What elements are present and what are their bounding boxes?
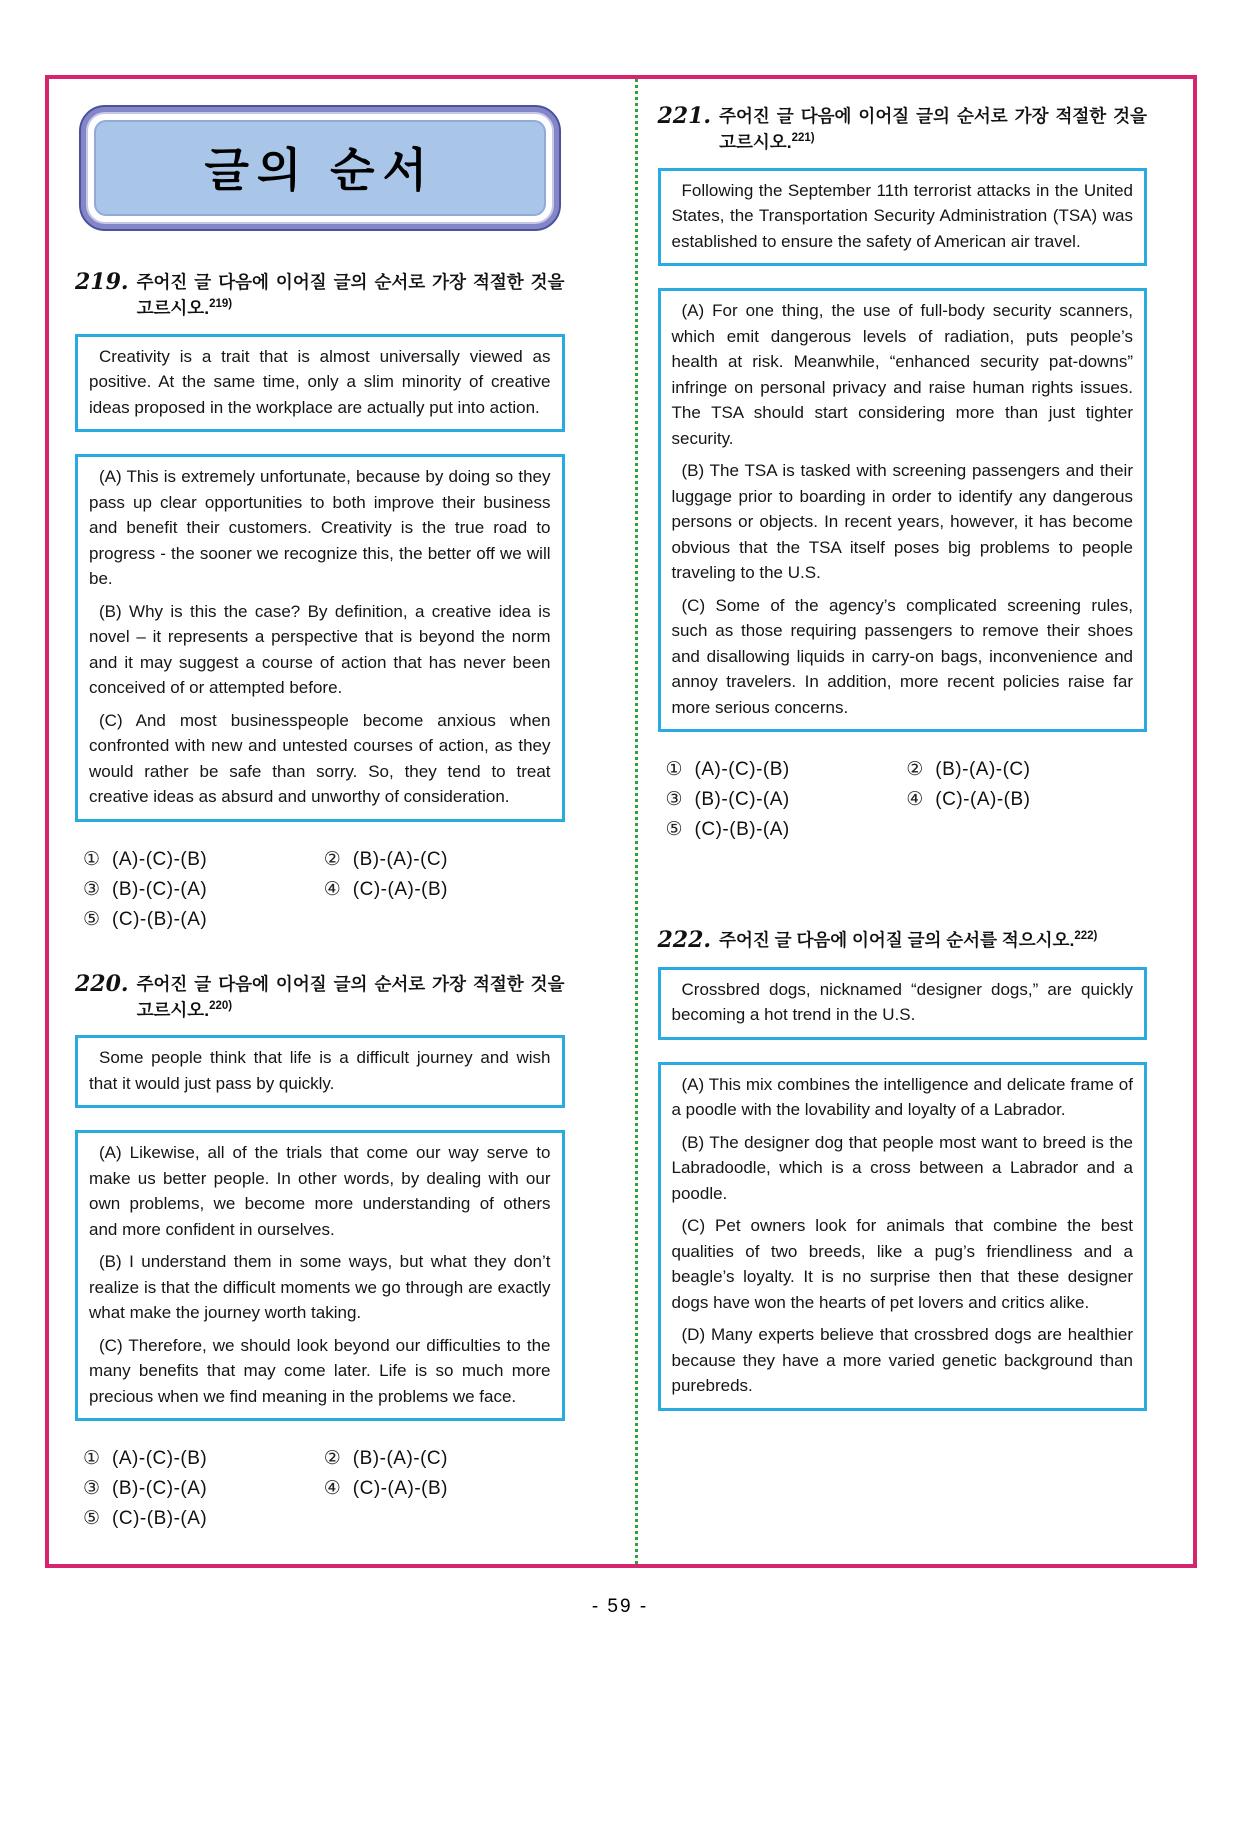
question-instruction xyxy=(137,269,565,322)
option-1[interactable] xyxy=(666,758,907,781)
option-5-label: (C)-(B)-(A) xyxy=(112,1508,208,1529)
option-3[interactable] xyxy=(83,1477,324,1500)
given-passage-box xyxy=(75,334,565,433)
given-passage-text: Some people think that life is a difficult journey and wish that it would just pass by quickly. xyxy=(89,1048,551,1093)
option-5-label: (C)-(B)-(A) xyxy=(694,819,790,840)
answer-options xyxy=(75,848,565,931)
paragraph-A: (A) This mix combines the intelligence and delicate frame of a poodle with the lovability and loyalty of a Labrador. xyxy=(671,1074,1133,1119)
given-passage-box xyxy=(658,967,1148,1040)
option-1-marker: ① xyxy=(83,1448,101,1469)
option-4-marker: ④ xyxy=(323,1478,341,1499)
question-instruction xyxy=(719,103,1147,156)
right-column xyxy=(638,103,1194,1530)
question-220 xyxy=(75,971,565,1531)
option-3-marker: ③ xyxy=(665,789,683,810)
paragraph-A: (A) Likewise, all of the trials that come our way serve to make us better people. In other words, by dealing with our own problems, we become more understanding of others and more confident in ourselves. xyxy=(89,1143,551,1239)
given-passage-box xyxy=(75,1035,565,1108)
given-passage-text: Creativity is a trait that is almost universally viewed as positive. At the same time, only a slim minority of creative ideas proposed in the workplace are actually put into action. xyxy=(89,346,551,417)
question-number: 221. xyxy=(657,103,712,129)
option-5-marker: ⑤ xyxy=(83,1508,101,1529)
option-1[interactable] xyxy=(83,848,324,871)
paragraph-B: (B) The designer dog that people most want to breed is the Labradoodle, which is a cross between a Labrador and a poodle. xyxy=(671,1132,1133,1203)
paragraph-B: (B) The TSA is tasked with screening passengers and their luggage prior to boarding in order to identify any dangerous persons or objects. In recent years, however, it has become obvious that the TSA itself poses big problems to people traveling to the U.S. xyxy=(671,461,1133,582)
question-222 xyxy=(658,927,1148,1411)
answer-options xyxy=(658,758,1148,841)
option-5-label: (C)-(B)-(A) xyxy=(112,908,208,930)
question-219 xyxy=(75,269,565,931)
paragraph-B: (B) I understand them in some ways, but what they don’t realize is that the difficult moments we go through are exactly what make the journey worth taking. xyxy=(89,1252,551,1322)
option-1[interactable] xyxy=(83,1447,324,1470)
paragraph-C: (C) Pet owners look for animals that combine the best qualities of two breeds, like a pug’s friendliness and a beagle’s loyalty. It is no surprise then that these designer dogs have won the hearts of pet lovers and critics alike. xyxy=(671,1216,1133,1312)
paragraph-A: (A) For one thing, the use of full-body security scanners, which emit dangerous levels of radiation, puts people’s health at risk. Meanwhile, “enhanced security pat-downs” infringe on personal privacy and raise human rights issues. The TSA should start considering more than just tighter security. xyxy=(671,301,1133,448)
question-number: 222. xyxy=(657,927,712,953)
option-2-label: (B)-(A)-(C) xyxy=(352,848,448,870)
option-4[interactable] xyxy=(906,788,1147,811)
option-4-label: (C)-(A)-(B) xyxy=(935,789,1031,810)
given-passage-box xyxy=(658,168,1148,267)
option-4-label: (C)-(A)-(B) xyxy=(352,1478,448,1499)
paragraph-C: (C) Some of the agency’s complicated screening rules, such as those requiring passengers to remove their shoes and disallowing liquids in carry-on bags, inconvenience and annoy travelers. In addition, more recent policies raise far more serious concerns. xyxy=(671,595,1133,717)
option-2-marker: ② xyxy=(323,848,341,870)
question-222-header xyxy=(658,927,1148,955)
given-passage-text: Crossbred dogs, nicknamed “designer dogs,” are quickly becoming a hot trend in the U.S. xyxy=(671,979,1133,1024)
ordering-paragraphs-box xyxy=(75,454,565,822)
question-number: 220. xyxy=(75,970,129,997)
option-3[interactable] xyxy=(83,878,324,901)
option-3-label: (B)-(C)-(A) xyxy=(694,789,790,810)
option-1-marker: ① xyxy=(83,848,101,870)
option-2-marker: ② xyxy=(323,1448,341,1469)
given-passage-text: Following the September 11th terrorist attacks in the United States, the Transportation Security Administration (TSA) was established to ensure the safety of American air travel. xyxy=(671,180,1133,251)
footnote-ref: 220) xyxy=(209,999,233,1012)
option-4-marker: ④ xyxy=(906,789,924,810)
footnote-ref: 222) xyxy=(1074,930,1098,943)
ordering-paragraphs-box xyxy=(658,1062,1148,1411)
option-5[interactable] xyxy=(83,1507,324,1530)
option-3-label: (B)-(C)-(A) xyxy=(112,878,208,900)
two-column-layout xyxy=(49,79,1193,1564)
ordering-paragraphs-box xyxy=(658,288,1148,732)
option-1-marker: ① xyxy=(665,759,683,780)
paragraph-B: (B) Why is this the case? By definition, a creative idea is novel – it represents a perspective that is beyond the norm and it may suggest a course of action that has never been conceived of or attempted before. xyxy=(89,601,551,697)
option-2-marker: ② xyxy=(906,759,924,780)
option-5[interactable] xyxy=(666,818,907,841)
option-1-label: (A)-(C)-(B) xyxy=(112,848,208,870)
option-1-label: (A)-(C)-(B) xyxy=(694,759,790,780)
option-3-marker: ③ xyxy=(83,878,101,900)
footnote-ref: 221) xyxy=(791,132,815,145)
option-2[interactable] xyxy=(906,758,1147,781)
question-instruction xyxy=(719,927,1097,955)
question-number: 219. xyxy=(75,269,129,295)
instruction-text: 주어진 글 다음에 이어질 글의 순서로 가장 적절한 것을 고르시오. xyxy=(719,106,1147,153)
section-title-banner-fill xyxy=(94,120,546,216)
option-2[interactable] xyxy=(324,1447,565,1470)
paragraph-C: (C) Therefore, we should look beyond our difficulties to the many benefits that may come later. Life is so much more precious when we find meaning in the problems we face. xyxy=(89,1335,551,1406)
question-instruction xyxy=(137,971,565,1024)
instruction-text: 주어진 글 다음에 이어질 글의 순서로 가장 적절한 것을 고르시오. xyxy=(136,973,565,1020)
question-221 xyxy=(658,103,1148,841)
option-2-label: (B)-(A)-(C) xyxy=(935,759,1031,780)
option-2[interactable] xyxy=(324,848,565,871)
section-title-banner-inner-frame xyxy=(86,112,554,224)
left-column xyxy=(49,103,635,1530)
answer-options xyxy=(75,1447,565,1530)
option-4-marker: ④ xyxy=(323,878,341,900)
ordering-paragraphs-box xyxy=(75,1130,565,1421)
option-4-label: (C)-(A)-(B) xyxy=(352,878,448,900)
question-219-header xyxy=(75,269,565,322)
option-5-marker: ⑤ xyxy=(665,819,683,840)
section-title: 글의 순서 xyxy=(204,144,436,196)
option-5-marker: ⑤ xyxy=(83,908,101,930)
option-3-marker: ③ xyxy=(83,1478,101,1499)
option-1-label: (A)-(C)-(B) xyxy=(112,1448,208,1469)
question-220-header xyxy=(75,971,565,1024)
instruction-text: 주어진 글 다음에 이어질 글의 순서를 적으시오. xyxy=(719,930,1075,950)
option-5[interactable] xyxy=(83,908,324,931)
option-4[interactable] xyxy=(324,878,565,901)
question-221-header xyxy=(658,103,1148,156)
footnote-ref: 219) xyxy=(209,298,233,311)
section-title-banner xyxy=(79,105,561,231)
paragraph-A: (A) This is extremely unfortunate, because by doing so they pass up clear opportunities to both improve their business and benefit their customers. Creativity is the true road to progress - the sooner we recognize this, the better off we will be. xyxy=(89,467,551,588)
option-2-label: (B)-(A)-(C) xyxy=(352,1448,448,1469)
worksheet-sheet xyxy=(45,75,1197,1568)
paragraph-C: (C) And most businesspeople become anxious when confronted with new and untested courses of action, as they would rather be safe than sorry. So, they tend to treat creative ideas as absurd and unworthy of consideration. xyxy=(89,710,551,806)
option-3-label: (B)-(C)-(A) xyxy=(112,1478,208,1499)
instruction-text: 주어진 글 다음에 이어질 글의 순서로 가장 적절한 것을 고르시오. xyxy=(136,272,565,319)
option-4[interactable] xyxy=(324,1477,565,1500)
option-3[interactable] xyxy=(666,788,907,811)
paragraph-D: (D) Many experts believe that crossbred dogs are healthier because they have a more varied genetic background than purebreds. xyxy=(671,1325,1133,1395)
page-number: - 59 - xyxy=(591,1596,649,1617)
